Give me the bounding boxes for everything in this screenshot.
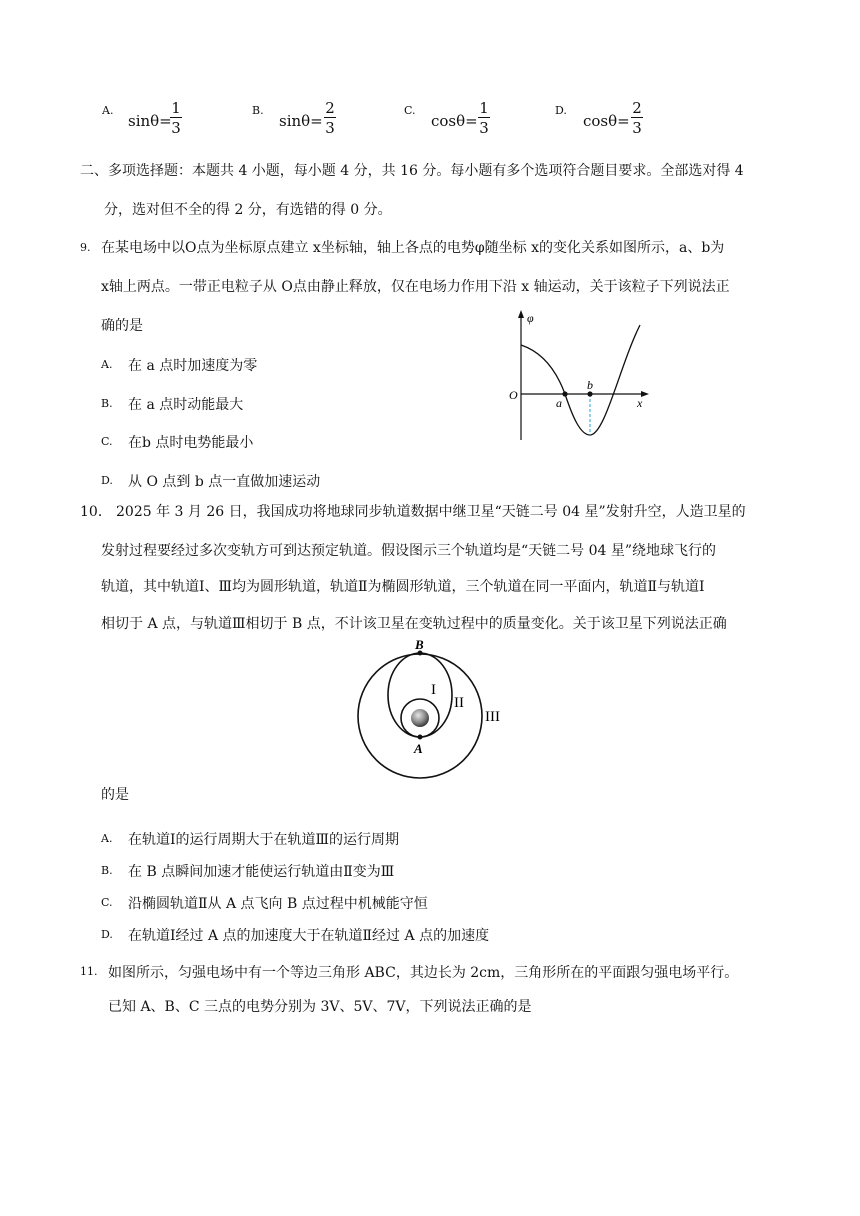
q10-orbit-figure <box>350 632 515 784</box>
q10-option-c-letter: C. <box>101 896 113 909</box>
q10-number: 10． <box>80 504 112 520</box>
q8-option-d-letter: D. <box>555 104 567 117</box>
origin-label: O <box>509 388 518 402</box>
orbit-1-label: I <box>431 682 436 698</box>
section2-heading-line2: 分，选对但不全的得 2 分，有选错的得 0 分。 <box>104 202 392 218</box>
point-a-dot <box>562 391 567 396</box>
q10-option-a-text: 在轨道Ⅰ的运行周期大于在轨道Ⅲ的运行周期 <box>128 832 400 848</box>
orbit-2-label: II <box>454 695 464 711</box>
q9-stem-line1: 在某电场中以O点为坐标原点建立 x坐标轴，轴上各点的电势φ随坐标 x的变化关系如图所示，a、b为 <box>101 240 725 256</box>
q11-number: 11. <box>80 965 98 978</box>
q9-option-b-text: 在 a 点时动能最大 <box>128 397 244 413</box>
q8-option-a-letter: A. <box>102 104 114 117</box>
q9-option-d-letter: D. <box>101 474 113 487</box>
q10-option-d-text: 在轨道Ⅰ经过 A 点的加速度大于在轨道Ⅱ经过 A 点的加速度 <box>128 928 490 944</box>
q10-option-d-letter: D. <box>101 928 113 941</box>
point-b-label: B <box>415 637 424 652</box>
point-b-dot <box>587 391 592 396</box>
y-axis-arrow <box>518 310 524 318</box>
phi-label: φ <box>527 311 534 325</box>
q8-option-c-fraction <box>478 99 490 138</box>
q9-option-a-letter: A. <box>101 358 113 371</box>
q9-number: 9. <box>80 241 91 254</box>
point-a-label: a <box>556 396 562 410</box>
fraction-denominator: 3 <box>632 119 642 137</box>
q8-option-c-fn: cosθ= <box>431 112 478 130</box>
point-a-dot <box>418 735 423 740</box>
fraction-denominator: 3 <box>171 119 181 137</box>
q8-option-a-fn: sinθ= <box>128 112 172 130</box>
fraction-numerator: 2 <box>325 99 335 117</box>
q11-stem-line1: 如图所示，匀强电场中有一个等边三角形 ABC，其边长为 2cm，三角形所在的平面跟匀强电场平行。 <box>108 965 739 981</box>
q10-option-b-letter: B. <box>101 864 113 877</box>
fraction-denominator: 3 <box>325 119 335 137</box>
fraction-numerator: 1 <box>171 99 181 117</box>
q8-option-a-fraction <box>170 99 182 138</box>
q10-option-c-text: 沿椭圆轨道Ⅱ从 A 点飞向 B 点过程中机械能守恒 <box>128 896 428 912</box>
q8-option-b-fraction <box>324 99 336 138</box>
q9-potential-graph <box>500 305 660 445</box>
q9-option-c-letter: C. <box>101 435 113 448</box>
q10-option-a-letter: A. <box>101 832 113 845</box>
q10-stem-line1: 2025 年 3 月 26 日，我国成功将地球同步轨道数据中继卫星“天链二号 04 星”发射升空，人造卫星的 <box>116 504 746 520</box>
q10-stem-line4: 相切于 A 点，与轨道Ⅲ相切于 B 点，不计该卫星在变轨过程中的质量变化。关于该卫星下列说法正确 <box>101 616 727 632</box>
point-b-label: b <box>587 378 593 392</box>
x-axis-label: x <box>637 396 643 410</box>
q8-option-b-letter: B. <box>252 104 264 117</box>
q10-stem-line3: 轨道，其中轨道Ⅰ、Ⅲ均为圆形轨道，轨道Ⅱ为椭圆形轨道，三个轨道在同一平面内，轨道Ⅱ与轨道Ⅰ <box>101 579 705 595</box>
q9-option-d-text: 从 O 点到 b 点一直做加速运动 <box>128 474 321 490</box>
q8-option-b-fn: sinθ= <box>279 112 323 130</box>
point-a-label: A <box>414 741 423 756</box>
q9-option-c-text: 在b 点时电势能最小 <box>128 435 254 451</box>
q9-option-b-letter: B. <box>101 397 113 410</box>
q8-option-d-fn: cosθ= <box>583 112 630 130</box>
q11-stem-line2: 已知 A、B、C 三点的电势分别为 3V、5V、7V，下列说法正确的是 <box>108 999 532 1015</box>
q10-option-b-text: 在 B 点瞬间加速才能使运行轨道由Ⅱ变为Ⅲ <box>128 864 395 880</box>
section2-heading-line1: 二、多项选择题：本题共 4 小题，每小题 4 分，共 16 分。每小题有多个选项符合题目要求。全部选对得 4 <box>80 163 744 179</box>
q10-stem-line5: 的是 <box>101 787 129 803</box>
q10-stem-line2: 发射过程要经过多次变轨方可到达预定轨道。假设图示三个轨道均是“天链二号 04 星”绕地球飞行的 <box>101 543 717 559</box>
q8-option-d-fraction <box>631 99 643 138</box>
earth-sphere <box>411 709 429 727</box>
orbit-3-label: III <box>485 709 500 725</box>
fraction-denominator: 3 <box>479 119 489 137</box>
potential-curve <box>521 325 640 435</box>
fraction-numerator: 2 <box>632 99 642 117</box>
q9-stem-line3: 确的是 <box>101 318 143 334</box>
fraction-numerator: 1 <box>479 99 489 117</box>
q9-stem-line2: x轴上两点。一带正电粒子从 O点由静止释放，仅在电场力作用下沿 x 轴运动，关于该粒子下列说法正 <box>101 279 730 295</box>
q8-option-c-letter: C. <box>404 104 416 117</box>
q9-option-a-text: 在 a 点时加速度为零 <box>128 358 258 374</box>
